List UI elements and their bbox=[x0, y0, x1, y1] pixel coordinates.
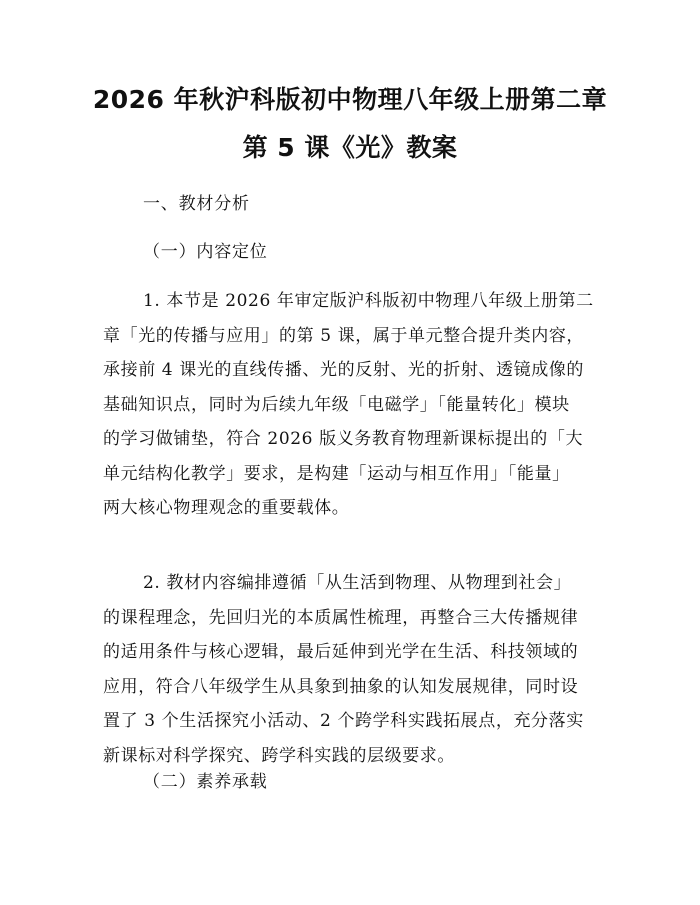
document-title-line-2: 第 5 课《光》教案 bbox=[242, 133, 458, 162]
document-title-line-1: 2026 年秋沪科版初中物理八年级上册第二章 bbox=[92, 85, 608, 114]
paragraph-1-line: 承接前 4 课光的直线传播、光的反射、光的折射、透镜成像的 bbox=[103, 360, 585, 380]
paragraph-2 bbox=[103, 566, 603, 773]
subsection-heading-content-positioning: （一）内容定位 bbox=[143, 242, 268, 262]
paragraph-1 bbox=[103, 284, 603, 526]
paragraph-2-line: 新课标对科学探究、跨学科实践的层级要求。 bbox=[103, 745, 455, 766]
paragraph-2-line: 的课程理念，先回归光的本质属性梳理，再整合三大传播规律 bbox=[103, 607, 579, 628]
subsection-heading-literacy: （二）素养承载 bbox=[143, 772, 268, 792]
paragraph-1-line: 章「光的传播与应用」的第 5 课，属于单元整合提升类内容， bbox=[103, 325, 585, 346]
paragraph-1-line: 基础知识点，同时为后续九年级「电磁学」「能量转化」模块 bbox=[103, 394, 570, 415]
paragraph-2-line: 的适用条件与核心逻辑，最后延伸到光学在生活、科技领域的 bbox=[103, 642, 579, 662]
paragraph-2-line: 2. 教材内容编排遵循「从生活到物理、从物理到社会」 bbox=[143, 573, 572, 593]
section-heading-textbook-analysis: 一、教材分析 bbox=[143, 194, 250, 214]
paragraph-1-line: 的学习做铺垫，符合 2026 版义务教育物理新课标提出的「大 bbox=[103, 429, 584, 449]
paragraph-2-line: 置了 3 个生活探究小活动、2 个跨学科实践拓展点，充分落实 bbox=[103, 711, 584, 731]
paragraph-1-line: 1. 本节是 2026 年审定版沪科版初中物理八年级上册第二 bbox=[143, 291, 594, 311]
paragraph-1-line: 单元结构化教学」要求，是构建「运动与相互作用」「能量」 bbox=[103, 463, 570, 484]
paragraph-1-line: 两大核心物理观念的重要载体。 bbox=[103, 498, 350, 518]
paragraph-2-line: 应用，符合八年级学生从具象到抽象的认知发展规律，同时设 bbox=[103, 676, 579, 697]
